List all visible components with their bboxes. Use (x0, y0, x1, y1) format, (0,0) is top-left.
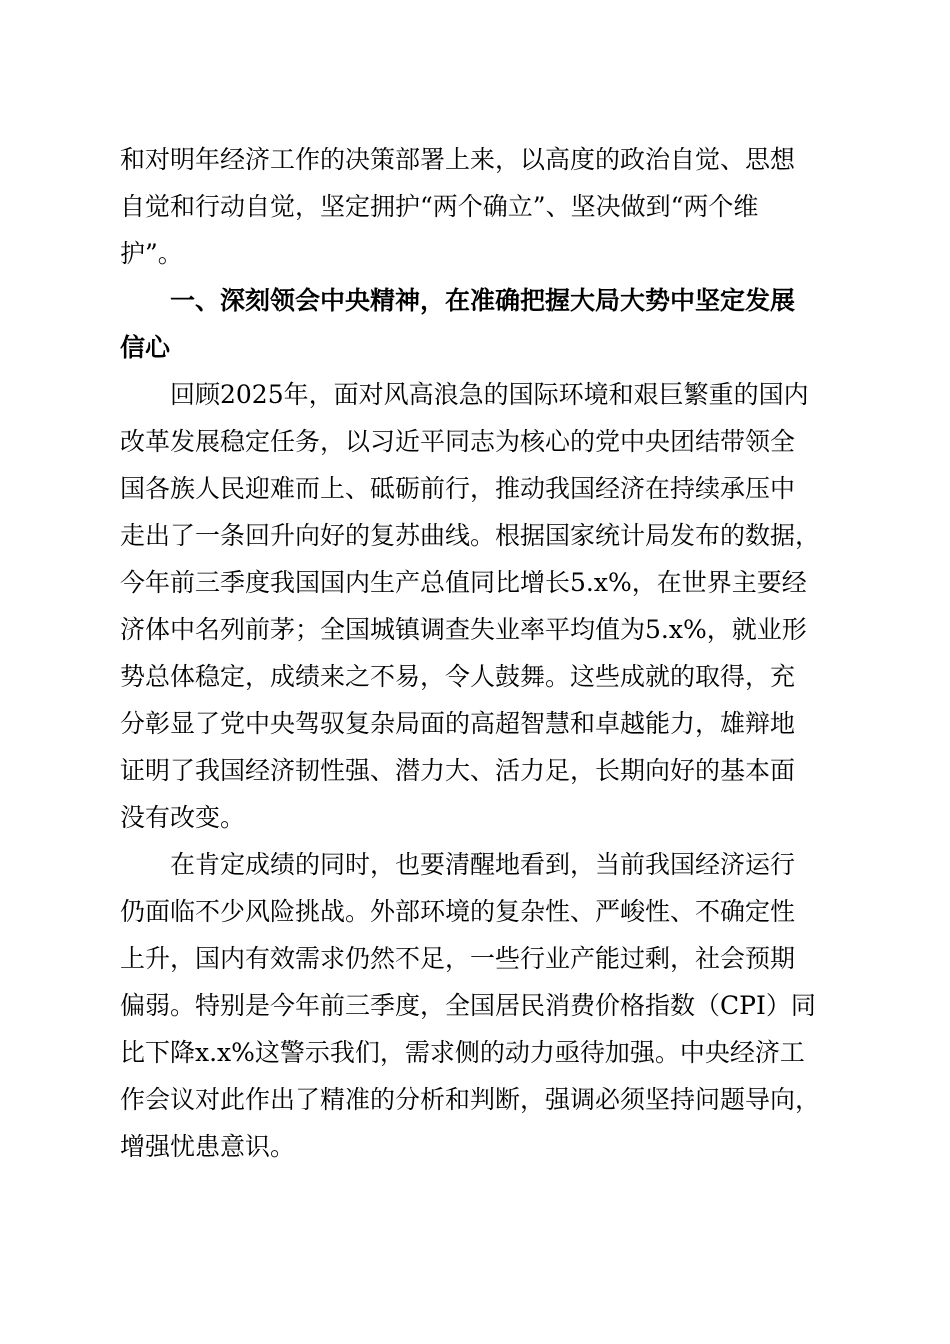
paragraph-1-line-4: 走出了一条回升向好的复苏曲线。根据国家统计局发布的数据， (120, 521, 821, 550)
paragraph-1-line-10: 没有改变。 (120, 803, 246, 832)
paragraph-2-line-7: 增强忧患意识。 (120, 1132, 296, 1161)
paragraph-1-line-2: 改革发展稳定任务，以习近平同志为核心的党中央团结带领全 (120, 427, 796, 456)
paragraph-1-line-5: 今年前三季度我国国内生产总值同比增长5.x%，在世界主要经 (120, 568, 807, 597)
paragraph-2-line-1: 在肯定成绩的同时，也要清醒地看到，当前我国经济运行 (170, 850, 796, 879)
paragraph-1-line-8: 分彰显了党中央驾驭复杂局面的高超智慧和卓越能力，雄辩地 (120, 709, 796, 738)
paragraph-2-line-4: 偏弱。特别是今年前三季度，全国居民消费价格指数（CPI）同 (120, 991, 816, 1020)
intro-line-2: 自觉和行动自觉，坚定拥护“两个确立”、坚决做到“两个维 (120, 192, 759, 221)
paragraph-1-line-9: 证明了我国经济韧性强、潜力大、活力足，长期向好的基本面 (120, 756, 796, 785)
paragraph-2-line-5: 比下降x.x%这警示我们，需求侧的动力亟待加强。中央经济工 (120, 1038, 805, 1067)
section-heading-line-1: 一、深刻领会中央精神，在准确把握大局大势中坚定发展 (170, 286, 796, 315)
paragraph-1-line-7: 势总体稳定，成绩来之不易，令人鼓舞。这些成就的取得，充 (120, 662, 796, 691)
paragraph-1-line-6: 济体中名列前茅；全国城镇调查失业率平均值为5.x%，就业形 (120, 615, 807, 644)
paragraph-1-line-1: 回顾2025年，面对风高浪急的国际环境和艰巨繁重的国内 (170, 380, 809, 409)
paragraph-2-line-3: 上升，国内有效需求仍然不足，一些行业产能过剩，社会预期 (120, 944, 796, 973)
paragraph-2-line-2: 仍面临不少风险挑战。外部环境的复杂性、严峻性、不确定性 (120, 897, 796, 926)
intro-line-1: 和对明年经济工作的决策部署上来，以高度的政治自觉、思想 (120, 145, 796, 174)
intro-line-3: 护”。 (120, 239, 183, 268)
paragraph-2-line-6: 作会议对此作出了精准的分析和判断，强调必须坚持问题导向， (120, 1085, 821, 1114)
section-heading-line-2: 信心 (120, 333, 171, 362)
paragraph-1-line-3: 国各族人民迎难而上、砥砺前行，推动我国经济在持续承压中 (120, 474, 796, 503)
